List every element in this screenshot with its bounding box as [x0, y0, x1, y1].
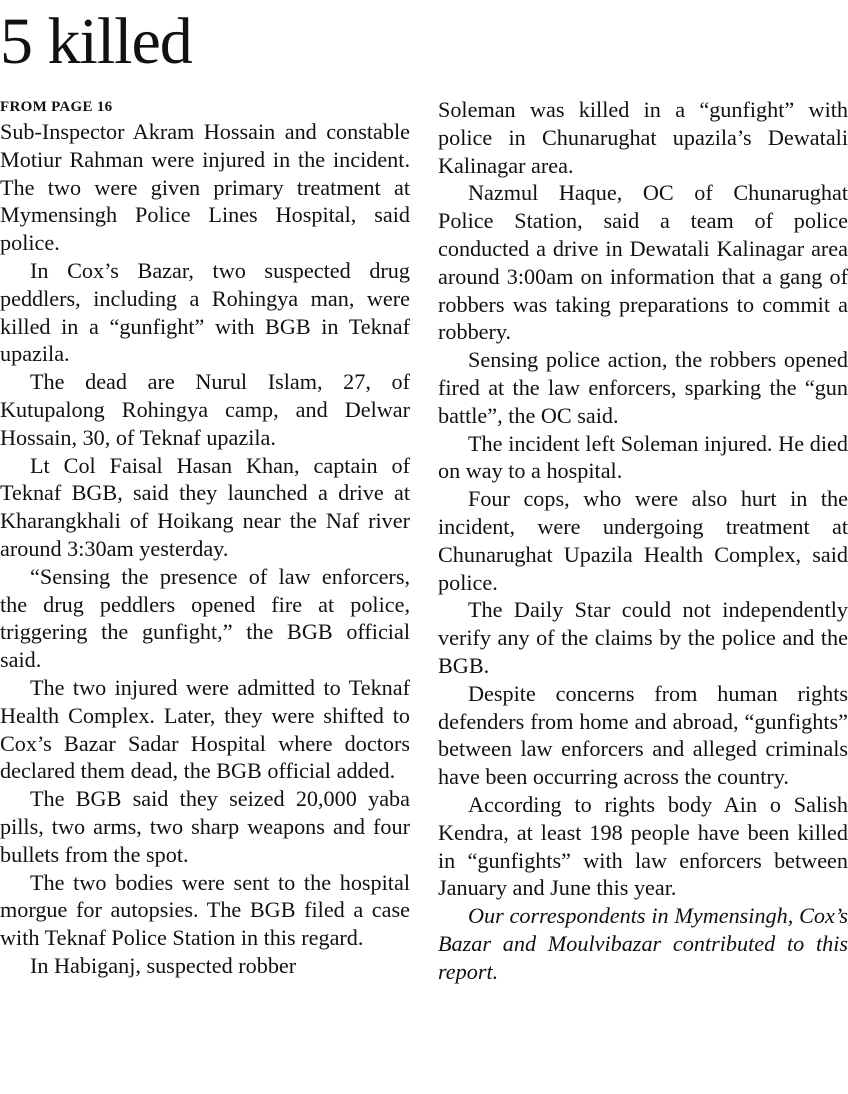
- paragraph: The two injured were admitted to Teknaf Health Complex. Later, they were shifted to Cox’s Bazar Sadar Hospital where doctors declared them dead, the BGB official added.: [0, 674, 410, 784]
- jump-line: FROM PAGE 16: [0, 99, 113, 115]
- credit-line: Our correspondents in Mymensingh, Cox’s Bazar and Moulvibazar contributed to this report.: [438, 903, 848, 984]
- paragraph: According to rights body Ain o Salish Kendra, at least 198 people have been killed in “gunfights” with law enforcers between January and June this year.: [438, 791, 848, 901]
- paragraph: Four cops, who were also hurt in the incident, were undergoing treatment at Chunarughat Upazila Health Complex, said police.: [438, 486, 848, 595]
- article-column-right: [438, 96, 848, 986]
- paragraph-continuation: Soleman was killed in a “gunfight” with police in Chunarughat upazila’s Dewatali Kalinagar area.: [438, 97, 848, 178]
- paragraph: “Sensing the presence of law enforcers, the drug peddlers opened fire at police, triggering the gunfight,” the BGB official said.: [0, 563, 410, 673]
- paragraph: Sensing police action, the robbers opened fired at the law enforcers, sparking the “gun battle”, the OC said.: [438, 347, 848, 428]
- paragraph: Despite concerns from human rights defenders from home and abroad, “gunfights” between law enforcers and alleged criminals have been occurring across the country.: [438, 680, 848, 790]
- paragraph: In Cox’s Bazar, two suspected drug peddlers, including a Rohingya man, were killed in a “gunfight” with BGB in Teknaf upazila.: [0, 257, 410, 367]
- paragraph: The Daily Star could not independently verify any of the claims by the police and the BGB.: [438, 597, 848, 678]
- paragraph: The BGB said they seized 20,000 yaba pills, two arms, two sharp weapons and four bullets from the spot.: [0, 786, 410, 867]
- paragraph: The two bodies were sent to the hospital morgue for autopsies. The BGB filed a case with Teknaf Police Station in this regard.: [0, 869, 410, 951]
- paragraph: The incident left Soleman injured. He died on way to a hospital.: [438, 430, 848, 484]
- paragraph: Sub-Inspector Akram Hossain and constable Motiur Rahman were injured in the incident. The two were given primary treatment at Mymensingh Police Lines Hospital, said police.: [0, 119, 410, 256]
- paragraph-continued: In Habiganj, suspected robber: [30, 952, 297, 978]
- paragraph: The dead are Nurul Islam, 27, of Kutupalong Rohingya camp, and Delwar Hossain, 30, of Teknaf upazila.: [0, 369, 410, 450]
- headline: 5 killed: [0, 5, 192, 78]
- article-column-left: [0, 96, 410, 980]
- paragraph: Lt Col Faisal Hasan Khan, captain of Teknaf BGB, said they launched a drive at Kharangkhali of Hoikang near the Naf river around 3:30am yesterday.: [0, 452, 410, 561]
- paragraph: Nazmul Haque, OC of Chunarughat Police Station, said a team of police conducted a drive in Dewatali Kalinagar area around 3:00am on information that a gang of robbers was taking preparations to commit a robbery.: [438, 180, 848, 345]
